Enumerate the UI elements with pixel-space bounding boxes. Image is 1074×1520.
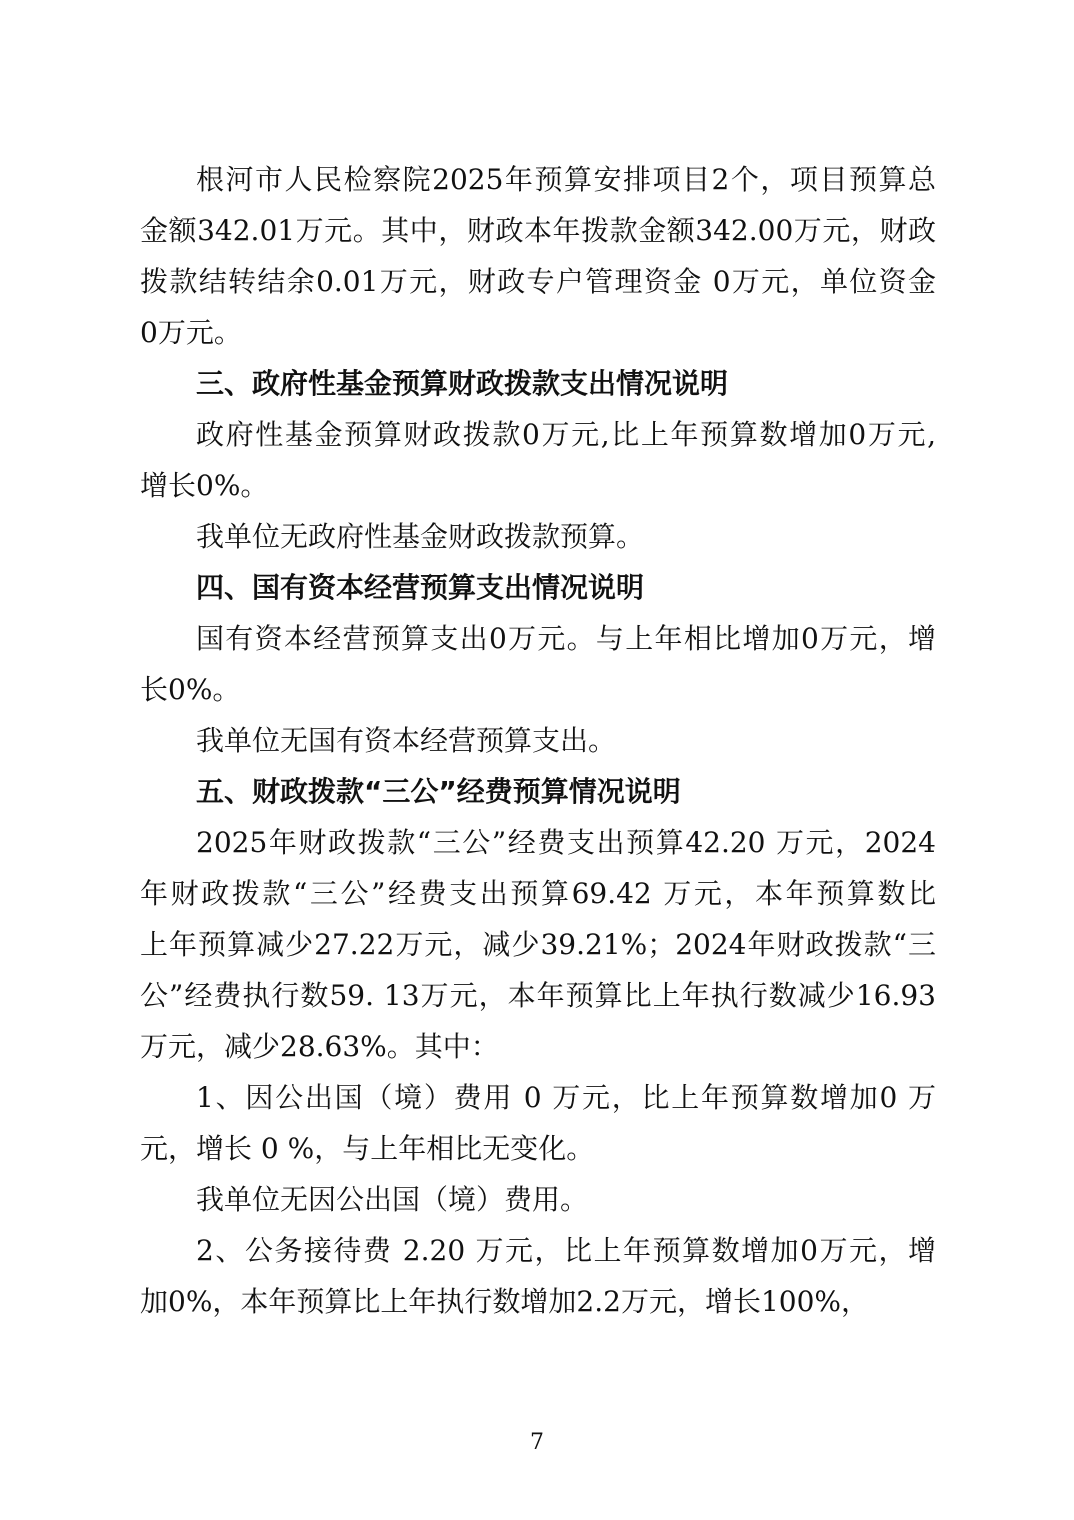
section-heading: 五、财政拨款“三公”经费预算情况说明: [196, 775, 681, 808]
paragraph-line: 2025年财政拨款“三公”经费支出预算42.20 万元，2024: [196, 826, 936, 859]
section-heading: 四、国有资本经营预算支出情况说明: [196, 571, 645, 604]
paragraph-line: 0万元。: [140, 316, 242, 349]
page-number: 7: [530, 1430, 544, 1455]
paragraph-line: 我单位无国有资本经营预算支出。: [196, 724, 617, 757]
paragraph-line: 我单位无政府性基金财政拨款预算。: [196, 520, 645, 553]
paragraph-line: 加0%，本年预算比上年执行数增加2.2万元，增长100%，: [140, 1285, 870, 1318]
paragraph-line: 政府性基金预算财政拨款0万元,比上年预算数增加0万元,: [196, 418, 936, 451]
section-heading: 三、政府性基金预算财政拨款支出情况说明: [196, 367, 729, 400]
paragraph-line: 万元，减少28.63%。其中：: [140, 1030, 499, 1063]
paragraph-line: 1、因公出国（境）费用 0 万元，比上年预算数增加0 万: [196, 1081, 936, 1114]
paragraph-line: 长0%。: [140, 673, 241, 706]
paragraph-line: 元，增长 0 %，与上年相比无变化。: [140, 1132, 595, 1165]
paragraph-line: 公”经费执行数59. 13万元，本年预算比上年执行数减少16.93: [140, 979, 936, 1012]
paragraph-line: 国有资本经营预算支出0万元。与上年相比增加0万元，增: [196, 622, 936, 655]
paragraph-line: 根河市人民检察院2025年预算安排项目2个，项目预算总: [196, 163, 936, 196]
paragraph-line: 上年预算减少27.22万元，减少39.21%；2024年财政拨款“三: [140, 928, 936, 961]
paragraph-line: 拨款结转结余0.01万元，财政专户管理资金 0万元，单位资金: [140, 265, 936, 298]
paragraph-line: 增长0%。: [140, 469, 269, 502]
paragraph-line: 年财政拨款“三公”经费支出预算69.42 万元，本年预算数比: [140, 877, 936, 910]
paragraph-line: 2、公务接待费 2.20 万元，比上年预算数增加0万元，增: [196, 1234, 936, 1267]
paragraph-line: 我单位无因公出国（境）费用。: [196, 1183, 589, 1216]
paragraph-line: 金额342.01万元。其中，财政本年拨款金额342.00万元，财政: [140, 214, 936, 247]
